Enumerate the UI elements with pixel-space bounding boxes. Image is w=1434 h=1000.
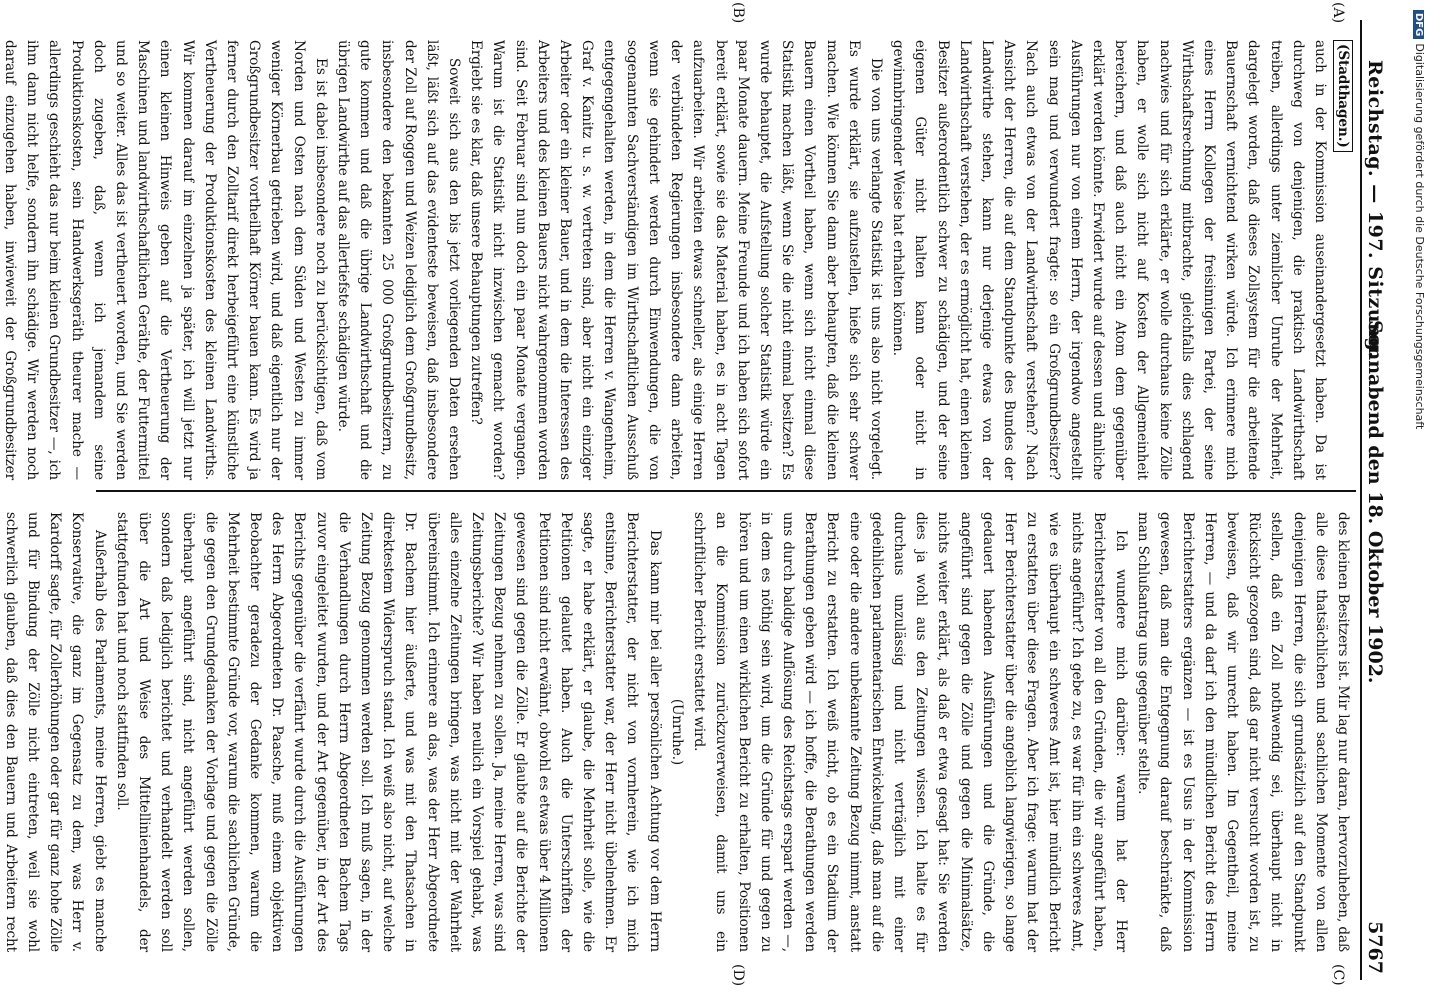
margin-marker-a: (A) [1330, 2, 1346, 24]
page-number: 5767 [1364, 921, 1386, 974]
paragraph: Außerhalb des Parlaments, meine Herren, giebt es manche Konservative, die ganz im Gegensatz zu dem, was Herr v. Kardorff sagte, für Zollerhöhungen oder gar für ganz hohe Zölle und für Bindung der Zölle nicht eintreten, weil sie wohl schwerlich glauben, daß dies den Bauern und Arbeitern recht [2, 512, 108, 952]
credit-text-wrap [1413, 10, 1426, 990]
paragraph: Es ist dabei insbesondere noch zu berücksichtigen, daß vom Norden und Osten nach dem Süden und Westen zu immer weniger Körnerbau getrieben wird, und daß eigentlich nur der Großgrundbesitzer vortheilhaft Körner bauen kann. Es wird ja ferner durch den Zolltarif direkt herbeigeführt eine künstliche Vertheuerung der Produktionskosten des kleinen Landwirths. Wir kommen darauf im einzelnen ja später, ich will jetzt nur einen kleinen Hinweis geben auf die Vertheuerung der Maschinen und landwirthschaftlichen Geräthe, der Futtermittel und so weiter. Alles das ist vertheuert worden, und Sie werden doch zugeben, daß, wenn ich jemandem seine Produktionskosten, sein Handwerksgeräth theurer mache — allerdings geschieht das nur beim kleinen Grundbesitzer —, ich ihm dann nicht helfe, sondern ihn schädige. Wir werden noch darauf einzugehen haben, inwieweit der Großgrundbesitzer [2, 40, 329, 480]
paragraph: Ich wundere mich darüber: warum hat der Herr Berichterstatter von all den Gründen, die wir angeführt haben, nichts angeführt? Ich gebe zu, es war für ihn ein schweres Amt, wie es überhaupt ein schweres Amt ist, hier mündlich Bericht zu erstatten über diese Fragen. Aber ich frage: warum hat der Herr Berichterstatter über die angeblich langwierigen, so lange gedauert habenden Ausführungen und die Gründe, die angeführt sind gegen die Zölle und gegen die Minimalsätze, nichts weiter erklärt, als daß er etwa gesagt hat: Sie werden dies ja wohl aus den Zeitungen wissen. Ich halte es für durchaus unzulässig und nicht verträglich mit einer gedeihlichen parlamentarischen Entwickelung, daß man auf die eine oder die andere unbekannte Zeitung Bezug nimmt, anstatt Bericht zu erstatten. Ich weiß nicht, ob es ein Stadium der Berathungen geben wird — ich hoffe, die Berathungen werden uns durch baldige Auflösung des Reichstags erspart werden —, in dem es nöthig sein wird, um die Gründe für und gegen zu hören und um einen wirklichen Bericht zu erhalten, Positionen an die Kommission zurückzuverweisen, damit uns ein schriftlicher Bericht erstattet wird. [691, 512, 1129, 952]
column-divider [96, 490, 1356, 492]
paragraph: Soweit sich aus den bis jetzt vorliegenden Daten ersehen läßt, läßt sich auf das evidenteste beweisen, daß insbesondere der Zoll auf Roggen und Weizen lediglich dem Großgrundbesitz, insbesondere den bekannten 25 000 Großgrundbesitzern, zu gute kommen und daß die übrige Landwirthschaft und die übrigen Landwirthe auf das allertiefste schädigen würde. [335, 40, 463, 480]
paragraph: des kleinen Besitzers ist. Mir lag nur daran, hervorzuheben, daß alle diese thatsächlichen und sachlichen Momente von allen denjenigen Herren, die sich grundsätzlich auf den Standpunkt stellen, daß ein Zoll nothwendig sei, überhaupt nicht in Rücksicht gezogen sind, daß gar nicht versucht worden ist, zu beweisen, daß wir unrecht haben. Im Gegentheil, meine Herren, — und da darf ich den mündlichen Bericht des Herrn Berichterstatters ergänzen — ist es Usus in der Kommission gewesen, daß man die Entgegnung darauf beschränkte, daß man Schlußantrag uns gegenüber stellte. [1135, 512, 1351, 952]
margin-marker-c: (C) [1330, 964, 1346, 986]
margin-marker-b: (B) [730, 2, 746, 24]
digitization-credit [1408, 10, 1430, 990]
text-column-left [2, 40, 1354, 480]
margin-marker-d: (D) [730, 964, 746, 987]
credit-text: Digitalisierung gefördert durch die Deutsche Forschungsgemeinschaft [1413, 43, 1426, 430]
paragraph: auch in der Kommission auseinandergesetzt haben. Da ist durchweg von denjenigen, die praktisch Landwirthschaft treiben, allerdings unter ziemlicher Unruhe der Mehrheit, dargelegt worden, daß dieses Zollsystem für die arbeitende Bauernschaft vernichtend wirken würde. Ich erinnere mich eines Herrn Kollegen der freisinnigen Partei, der seine Wirthschaftsrechnung mitbrachte, gleichfalls dies schlagend nachwies und für sich erklärte, er wolle durchaus keine Zölle haben, er wolle sich nicht auf Kosten der Allgemeinheit bereichern, und daß auch nicht ein Atom dem gegenüber erklärt werden könnte. Erwidert wurde auf dessen und ähnliche Ausführungen nur von einem Herrn, der irgendwo angestellt sein mag und verwundert fragte: so ein Großgrundbesitzer? Nach auch etwas von der Landwirthschaft verstehen? Nach Ansicht der Herren, die auf dem Standpunkte des Bundes der Landwirthe stehen, kann nur derjenige etwas von der Landwirthschaft verstehen, der es ermöglicht hat, einen kleinen Besitzer außerordentlich schwer zu schädigen, und der seine eigenen Güter nicht halten kann oder nicht in gewinnbringender Weise hat erhalten können. [890, 40, 1328, 480]
newspaper-page [2, 2, 1390, 987]
interjection: (Unruhe.) [668, 698, 685, 766]
header-date: Sonnabend den 18. Oktober 1902. [1364, 320, 1386, 684]
paragraph: Die von uns verlangte Statistik ist uns also nicht vorgelegt. Es wurde erklärt, sie aufzustellen, hieße sich sehr schwer machen. Wie können Sie dann aber behaupten, daß die kleinen Bauern einen Vortheil haben, wenn sich nicht einmal diese Statistik machen läßt, wenn Sie die nicht einmal besitzen? Es wurde behauptet, die Aufstellung solcher Statistik würde ein paar Monate dauern. Meine Freunde und ich haben sich sofort bereit erklärt, sowie sie das Material haben, es in acht Tagen aufzuarbeiten. Wir arbeiten etwas schneller, als einige Herren der verbündeten Regierungen insbesondere dann arbeiten, wenn sie gehindert werden durch Einwendungen, die von sogenannten Sachverständigen im Wirthschaftlichen Ausschuß entgegengehalten werden, in dem die Herren v. Wangenheim, Graf v. Kanitz u. s. w. vertreten sind, aber nicht ein einziger Arbeiter oder ein kleiner Bauer, und in dem die Interessen des Arbeiters und des kleinen Bauers nicht wahrgenommen worden sind. Seit Februar sind nun doch ein paar Monate vergangen. Warum ist die Statistik nicht inzwischen gemacht worden? Ergiebt sie es klar, daß unsere Behauptungen zutreffen? [468, 40, 884, 480]
header-left: Reichstag. — 197. Sitzung. [1364, 60, 1386, 359]
page-header [1360, 20, 1390, 980]
text-column-right [2, 512, 1354, 952]
dfg-logo: DFG [1413, 10, 1424, 39]
speaker-label: (Stadthagen.) [1333, 40, 1353, 152]
paragraph: Das kann mir bei aller persönlichen Achtung vor dem Herrn Berichterstatter, der nicht von vornherein, wie ich mich entsinne, Berichterstatter war, der Herr nicht übelnehmen. Er sagte, er habe erklärt, er glaube, die Mehrheit solle, wie die Petitionen gelautet haben. Auch die Unterschriften der Petitionen sind nicht erwähnt, obwohl es etwas über 4 Millionen gewesen sind gegen die Zölle. Er glaubte auf die Berichte der Zeitungen Bezug nehmen zu sollen. Ja, meine Herren, was sind Zeitungsberichte? Wir haben neulich ein Vorspiel gehabt, was alles einzelne Zeitungen bringen, was nicht mit der Wahrheit übereinstimmt. Ich erinnere an das, was der Herr Abgeordnete Dr. Bachem hier äußerte, und was mit den Thatsachen in direktestem Widerspruch stand. Ich weiß also nicht, auf welche Zeitung Bezug genommen werden soll. Ich muß sagen, in der die Verhandlungen durch Herrn Abgeordneten Bachem Tags zuvor eingeleitet wurden, und der Art gegenüber, in der Art des Berichts gegenüber die verfährt wurde durch die Ausführungen des Herrn Abgeordneten Dr. Paasche, muß einem objektiven Beobachter geradezu der Gedanke kommen, warum die Mehrheit bestimmte Gründe vor, warum die sachlichen Gründe, die gegen den Grundgedanken der Vorlage und gegen die Zölle überhaupt angeführt sind, nicht angeführt werden sollen, sondern daß lediglich berichtet und verhandelt werden soll über die Art und Weise des Mittellinienhandels, der stattgefunden hat und noch stattfinden soll. [113, 512, 663, 952]
